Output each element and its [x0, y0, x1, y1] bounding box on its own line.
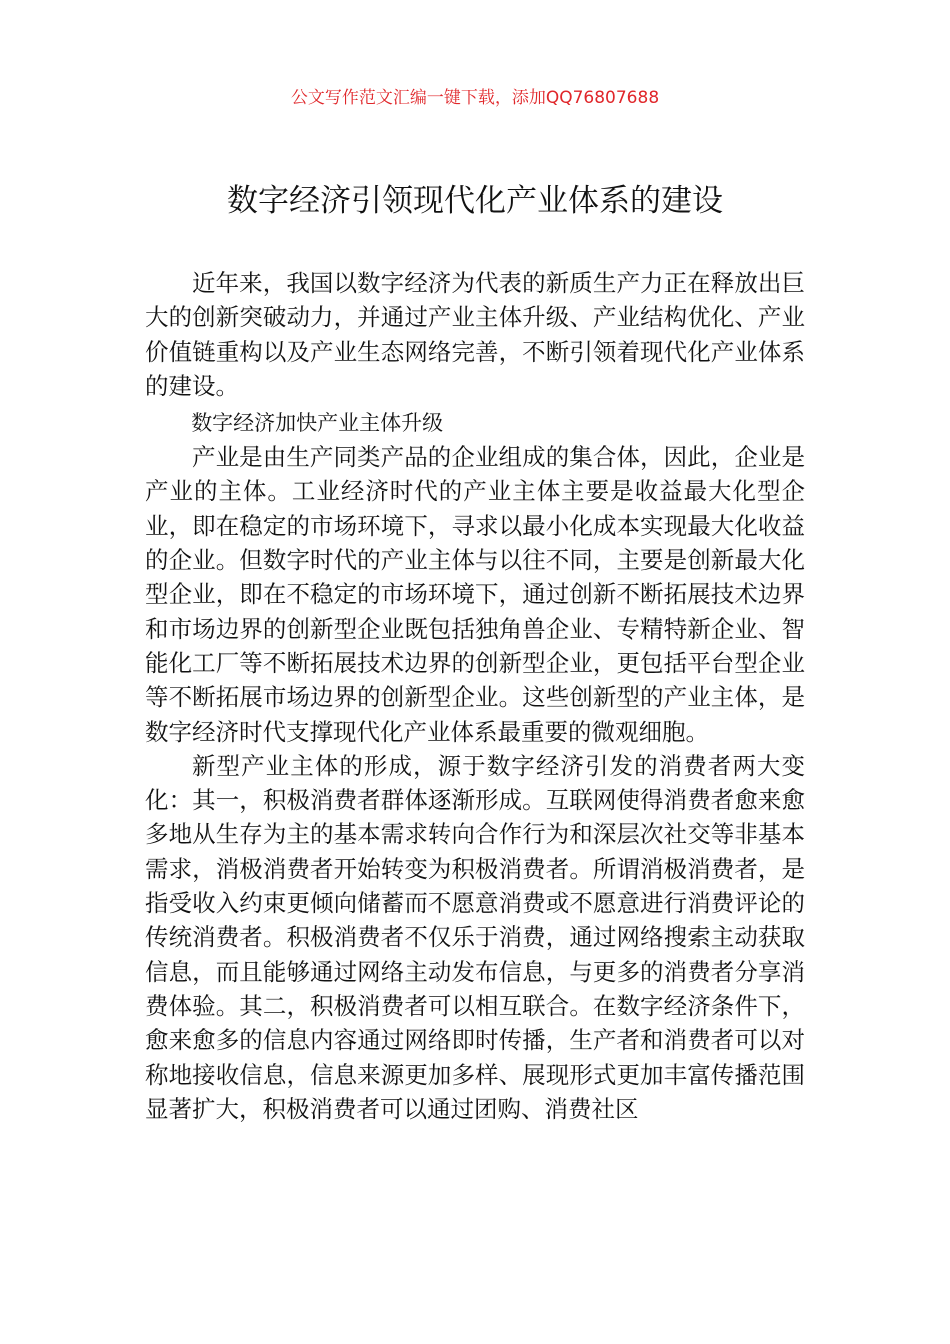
section-heading: 数字经济加快产业主体升级 [191, 411, 444, 436]
document-body [145, 266, 805, 1126]
page-title: 数字经济引领现代化产业体系的建设 [227, 183, 723, 219]
body-paragraph: 新型产业主体的形成，源于数字经济引发的消费者两大变化：其一，积极消费者群体逐渐形成。互联网使得消费者愈来愈多地从生存为主的基本需求转向合作行为和深层次社交等非基本需求，消极消费者开始转变为积极消费者。所谓消极消费者，是指受收入约束更倾向储蓄而不愿意消费或不愿意进行消费评论的传统消费者。积极消费者不仅乐于消费，通过网络搜索主动获取信息，而且能够通过网络主动发布信息，与更多的消费者分享消费体验。其二，积极消费者可以相互联合。在数字经济条件下，愈来愈多的信息内容通过网络即时传播，生产者和消费者可以对称地接收信息，信息来源更加多样、展现形式更加丰富传播范围显著扩大，积极消费者可以通过团购、消费社区 [145, 751, 805, 1123]
intro-paragraph: 近年来，我国以数字经济为代表的新质生产力正在释放出巨大的创新突破动力，并通过产业主体升级、产业结构优化、产业价值链重构以及产业生态网络完善，不断引领着现代化产业体系的建设。 [145, 269, 805, 400]
body-paragraph: 产业是由生产同类产品的企业组成的集合体，因此，企业是产业的主体。工业经济时代的产业主体主要是收益最大化型企业，即在稳定的市场环境下，寻求以最小化成本实现最大化收益的企业。但数字时代的产业主体与以往不同，主要是创新最大化型企业，即在不稳定的市场环境下，通过创新不断拓展技术边界和市场边界的创新型企业既包括独角兽企业、专精特新企业、智能化工厂等不断拓展技术边界的创新型企业，更包括平台型企业等不断拓展市场边界的创新型企业。这些创新型的产业主体，是数字经济时代支撑现代化产业体系最重要的微观细胞。 [145, 443, 805, 746]
download-notice: 公文写作范文汇编一键下载，添加QQ76807688 [290, 88, 660, 108]
